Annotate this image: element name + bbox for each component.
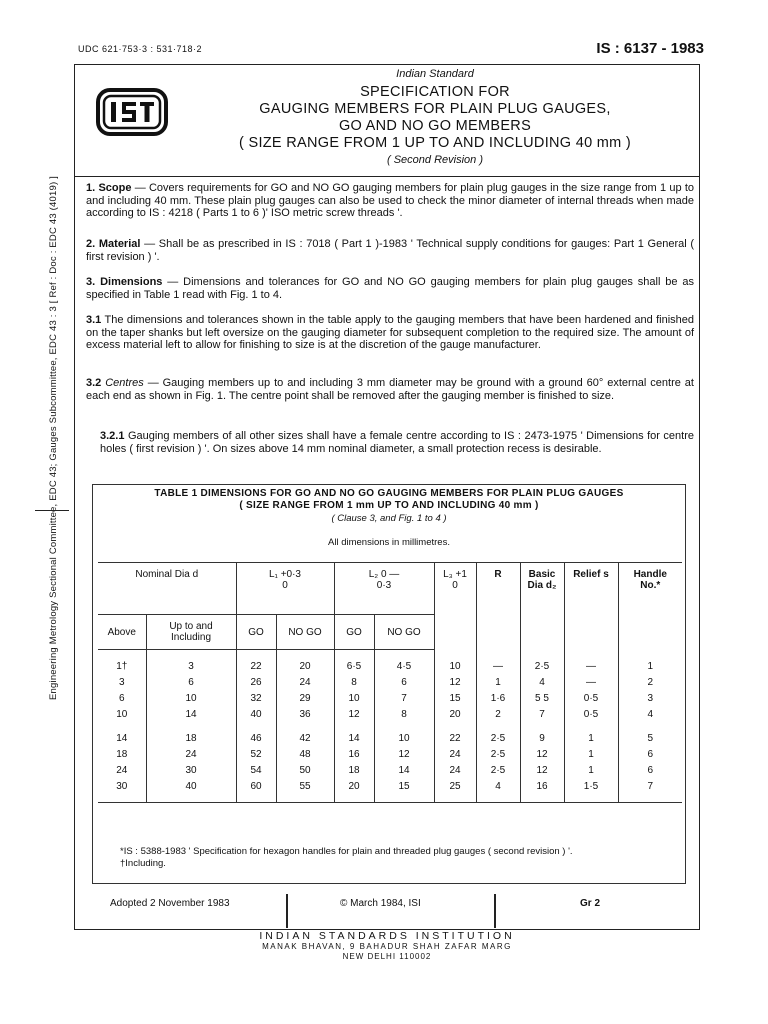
table-body-group-1: [98, 658, 682, 722]
table-cell: 55: [276, 778, 334, 794]
table-cell: 42: [276, 730, 334, 746]
table-cell: 9: [520, 730, 564, 746]
footer-divider-2: [494, 894, 496, 928]
table-header-row: [98, 563, 682, 615]
subhead-l1-go: GO: [236, 615, 276, 650]
copyright: © March 1984, ISI: [340, 898, 421, 909]
table-cell: 2·5: [520, 658, 564, 674]
clause-3-1: 3.1 The dimensions and tolerances shown in the table apply to the gauging members that have been hardened and finished on the taper shanks but left oversize on the gauging diameter for subsequent completion to the required size. The amount of excess material left to allow for finishing to size is at the discretion of the gauge manufacturer.: [86, 314, 694, 351]
revision-label: ( Second Revision ): [387, 154, 483, 166]
clause-centres: 3.2 Centres — Gauging members up to and including 3 mm diameter may be ground with a ground 60° external centre at each end as shown in Fig. 1. The centre point shall be removed after the gauging member is finished to size.: [86, 377, 694, 402]
table-cell: 24: [434, 746, 476, 762]
table-cell: 1†: [116, 660, 128, 672]
table-cell: 10: [374, 730, 434, 746]
table-row: [98, 778, 682, 794]
clause-3-2-1: 3.2.1 Gauging members of all other sizes shall have a female centre according to IS : 2473-1975 ' Dimensions for centre holes ( first revision ) '. On sizes above 14 mm nominal diameter, a small protection recess is desirable.: [100, 430, 694, 455]
table-cell: 6: [618, 746, 682, 762]
table-cell: 0·5: [564, 690, 618, 706]
table-cell: 3: [118, 676, 125, 688]
table-cell: 0·5: [564, 706, 618, 722]
committee-sidebar: [48, 175, 68, 700]
institution-address-1: MANAK BHAVAN, 9 BAHADUR SHAH ZAFAR MARG: [262, 942, 512, 951]
table-cell: 15: [374, 778, 434, 794]
col-l3: L₃ +1 0: [434, 563, 476, 650]
table-cell: 12: [374, 746, 434, 762]
table-cell: 60: [236, 778, 276, 794]
table-cell: 6: [374, 674, 434, 690]
clause-dimensions: 3. Dimensions — Dimensions and tolerances for GO and NO GO gauging members for plain plug gauges shall be as specified in Table 1 read with Fig. 1 to 4.: [86, 276, 694, 301]
table-footnote-handles: *IS : 5388-1983 ' Specification for hexagon handles for plain and threaded plug gauges ( second revision ) '.: [120, 846, 573, 857]
table-cell: 2·5: [476, 762, 520, 778]
table-cell: 48: [276, 746, 334, 762]
header-divider: [74, 176, 700, 177]
table-units: All dimensions in millimetres.: [328, 537, 450, 548]
clause-scope: 1. Scope — Covers requirements for GO and NO GO gauging members for plain plug gauges in the size range from 1 up to and including 40 mm. These plain plug gauges can also be used to check the minor diameter of internal threads when made according to IS : 4218 ( Parts 1 to 6 )' ISO metric screw threads '.: [86, 182, 695, 219]
table-cell: 4: [520, 674, 564, 690]
table-cell: 20: [434, 706, 476, 722]
table-cell: 16: [334, 746, 374, 762]
isi-logo: [96, 86, 168, 138]
table-cell: 30: [146, 762, 236, 778]
institution-name: INDIAN STANDARDS INSTITUTION: [259, 930, 515, 942]
subhead-l1-nogo: NO GO: [276, 615, 334, 650]
table-cell: 24: [434, 762, 476, 778]
table-cell: 22: [236, 658, 276, 674]
table-footnote-including: †Including.: [120, 858, 166, 869]
table-cell: 12: [520, 746, 564, 762]
dimensions-table: [98, 562, 682, 803]
table-cell: 24: [276, 674, 334, 690]
table-cell: 10: [434, 658, 476, 674]
table-cell: 3: [618, 690, 682, 706]
subhead-l2-go: GO: [334, 615, 374, 650]
margin-tick: [35, 510, 69, 511]
table-cell: 1: [476, 674, 520, 690]
institution-address-2: NEW DELHI 110002: [342, 952, 432, 961]
title-line-1: SPECIFICATION FOR: [360, 84, 510, 100]
col-r: R: [476, 563, 520, 650]
table-cell: 1·5: [564, 778, 618, 794]
indian-standard-label: Indian Standard: [396, 68, 474, 80]
table-cell: 36: [276, 706, 334, 722]
footer-divider-1: [286, 894, 288, 928]
table-cell: —: [564, 658, 618, 674]
table-cell: 54: [236, 762, 276, 778]
table-cell: 10: [334, 690, 374, 706]
table-row: [98, 730, 682, 746]
table-cell: 6·5: [334, 658, 374, 674]
clause-material: 2. Material — Shall be as prescribed in IS : 7018 ( Part 1 )-1983 ' Technical supply conditions for gauges: Part 1 General ( first revision ) '.: [86, 238, 695, 263]
table-cell: 14: [116, 732, 128, 744]
table-cell: 40: [236, 706, 276, 722]
table-row: [98, 690, 682, 706]
table-cell: 46: [236, 730, 276, 746]
udc-code: UDC 621·753·3 : 531·718·2: [78, 44, 203, 54]
committee-text: Engineering Metrology Sectional Committee, EDC 43; Gauges Subcommittee, EDC 43 : 3 [ Ref : Doc : EDC 43 (4019) ]: [48, 175, 59, 700]
title-line-2: GAUGING MEMBERS FOR PLAIN PLUG GAUGES,: [259, 101, 611, 117]
table-cell: 12: [520, 762, 564, 778]
table-cell: 40: [146, 778, 236, 794]
table-row: [98, 658, 682, 674]
col-basic-dia: Basic Dia d₂: [520, 563, 564, 650]
table-cell: 7: [374, 690, 434, 706]
table-cell: 24: [116, 764, 128, 776]
table-cell: 16: [520, 778, 564, 794]
table-row: [98, 762, 682, 778]
table-cell: 1: [618, 658, 682, 674]
table-row: [98, 746, 682, 762]
subhead-l2-nogo: NO GO: [374, 615, 434, 650]
table-cell: 5 5: [520, 690, 564, 706]
table-cell: 20: [334, 778, 374, 794]
table-body-group-2: [98, 730, 682, 794]
table-cell: 6: [618, 762, 682, 778]
table-cell: 6: [146, 674, 236, 690]
table-cell: 7: [520, 706, 564, 722]
isi-logo-icon: [96, 86, 168, 138]
table-row: [98, 706, 682, 722]
table-cell: 14: [374, 762, 434, 778]
table-cell: 15: [434, 690, 476, 706]
table-cell: 8: [334, 674, 374, 690]
table-cell: 2·5: [476, 746, 520, 762]
table-cell: 2: [476, 706, 520, 722]
table-cell: 8: [374, 706, 434, 722]
subhead-above: Above: [98, 615, 146, 650]
table-cell: 4: [476, 778, 520, 794]
table-cell: 52: [236, 746, 276, 762]
table-cell: 14: [334, 730, 374, 746]
table-clause-ref: ( Clause 3, and Fig. 1 to 4 ): [331, 513, 447, 524]
table-cell: 29: [276, 690, 334, 706]
table-cell: 4·5: [374, 658, 434, 674]
table-cell: 12: [434, 674, 476, 690]
table-cell: 50: [276, 762, 334, 778]
table-cell: 3: [146, 658, 236, 674]
table-cell: —: [564, 674, 618, 690]
table-row: [98, 674, 682, 690]
table-cell: 10: [116, 708, 128, 720]
table-cell: 22: [434, 730, 476, 746]
table-cell: 18: [146, 730, 236, 746]
col-handle: Handle No.*: [618, 563, 682, 650]
table-cell: 24: [146, 746, 236, 762]
table-cell: 2·5: [476, 730, 520, 746]
table-cell: 26: [236, 674, 276, 690]
table-cell: —: [476, 658, 520, 674]
table-cell: 10: [146, 690, 236, 706]
col-nominal-dia: Nominal Dia d: [98, 563, 236, 615]
col-l1: L₁ +0·3 0: [236, 563, 334, 615]
price-group: Gr 2: [580, 898, 601, 909]
title-line-4: ( SIZE RANGE FROM 1 UP TO AND INCLUDING 40 mm ): [239, 135, 631, 151]
table-cell: 2: [618, 674, 682, 690]
table-cell: 25: [434, 778, 476, 794]
table-cell: 7: [618, 778, 682, 794]
table-cell: 18: [116, 748, 128, 760]
adopted-date: Adopted 2 November 1983: [110, 898, 230, 909]
col-relief: Relief s: [564, 563, 618, 650]
table-cell: 32: [236, 690, 276, 706]
title-line-3: GO AND NO GO MEMBERS: [338, 118, 532, 134]
standard-number: IS : 6137 - 1983: [596, 40, 704, 57]
table-cell: 1: [564, 746, 618, 762]
table-cell: 4: [618, 706, 682, 722]
table-cell: 6: [118, 692, 125, 704]
table-cell: 18: [334, 762, 374, 778]
table-cell: 1·6: [476, 690, 520, 706]
table-cell: 14: [146, 706, 236, 722]
table-cell: 12: [334, 706, 374, 722]
table-caption-size: ( SIZE RANGE FROM 1 mm UP TO AND INCLUDING 40 mm ): [239, 500, 539, 511]
table-cell: 20: [276, 658, 334, 674]
subhead-up-to: Up to and Including: [146, 615, 236, 650]
table-cell: 1: [564, 730, 618, 746]
table-cell: 1: [564, 762, 618, 778]
table-cell: 30: [116, 780, 128, 792]
table-caption: TABLE 1 DIMENSIONS FOR GO AND NO GO GAUGING MEMBERS FOR PLAIN PLUG GAUGES: [154, 488, 624, 499]
table-cell: 5: [618, 730, 682, 746]
col-l2: L₂ 0 —0·3: [334, 563, 434, 615]
